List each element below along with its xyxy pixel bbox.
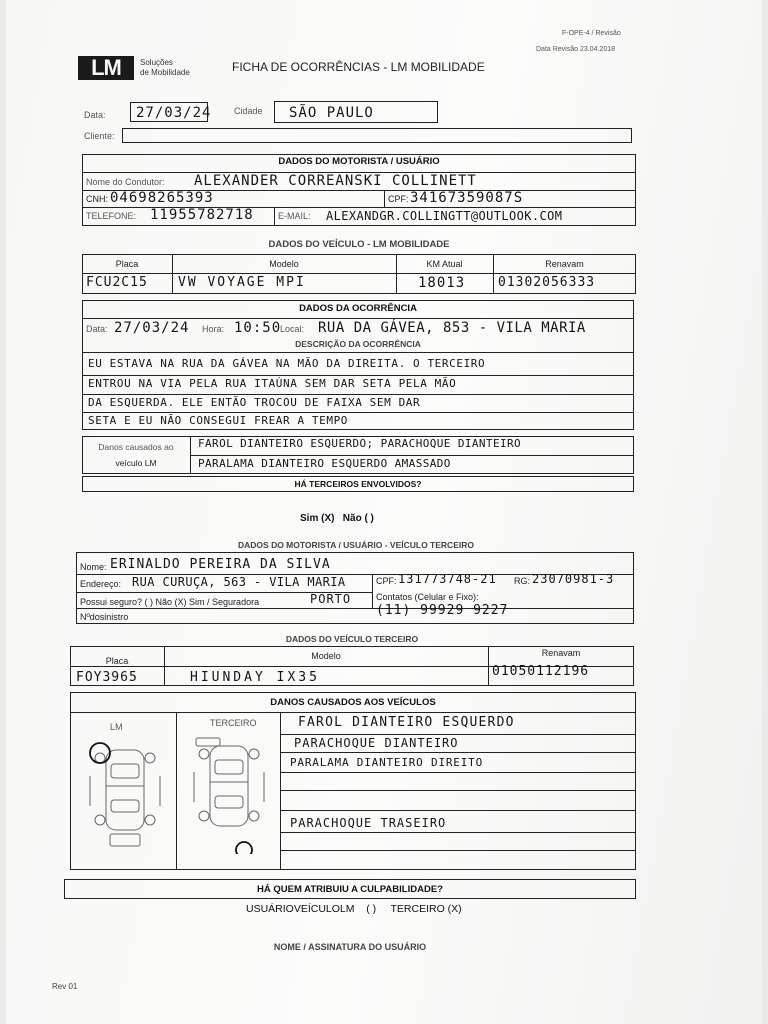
lm-damage-label-2: veículo LM <box>115 458 157 468</box>
email-label: E-MAIL: <box>278 211 311 221</box>
logo-text: LM <box>91 55 121 80</box>
divider <box>372 574 373 608</box>
cpf-label: CPF: <box>388 194 409 204</box>
divider <box>176 712 177 870</box>
client-label: Cliente: <box>84 131 115 141</box>
divider <box>280 832 636 833</box>
city-label: Cidade <box>234 106 263 116</box>
divider <box>82 352 634 353</box>
company-logo <box>78 56 134 80</box>
divider <box>280 810 636 811</box>
third-vehicle-section-title: DADOS DO VEÍCULO TERCEIRO <box>285 634 419 644</box>
description-line[interactable]: ENTROU NA VIA PELA RUA ITAÚNA SEM DAR SETA PELA MÃO <box>88 377 457 390</box>
occ-date-label: Data: <box>86 324 108 334</box>
divider <box>82 375 634 376</box>
third-party-answer[interactable]: Sim (X) Não ( ) <box>300 513 374 524</box>
occ-place-label: Local: <box>280 324 305 334</box>
third-party-question: HÁ TERCEIROS ENVOLVIDOS? <box>294 479 422 489</box>
contacts-label: Contatos (Celular e Fixo): <box>376 592 479 602</box>
phone-label: TELEFONE: <box>86 211 137 221</box>
damage-line[interactable]: FAROL DIANTEIRO ESQUERDO <box>298 715 515 730</box>
revision-number: Rev 01 <box>52 982 78 991</box>
occ-place-value[interactable]: RUA DA GÁVEA, 853 - VILA MARIA <box>318 320 586 336</box>
lm-damage-label-1: Danos causados ao <box>98 442 174 452</box>
damage-line[interactable]: PARACHOQUE TRASEIRO <box>290 816 447 830</box>
city-value: SÃO PAULO <box>289 105 374 121</box>
phone-value[interactable]: 11955782718 <box>150 207 254 223</box>
renavam-header: Renavam <box>545 259 584 269</box>
renavam-value[interactable]: 01302056333 <box>498 275 596 290</box>
occurrence-section-title: DADOS DA OCORRÊNCIA <box>299 303 417 314</box>
third-cpf-label: CPF: <box>376 576 397 586</box>
divider <box>280 772 636 773</box>
logo-sub1: Soluções <box>140 58 173 67</box>
third-name-label: Nome: <box>80 562 107 572</box>
culpability-title: HÁ QUEM ATRIBUIU A CULPABILIDADE? <box>257 884 443 895</box>
third-rg-value[interactable]: 23070981-3 <box>532 572 615 586</box>
description-title: DESCRIÇÃO DA OCORRÊNCIA <box>295 339 421 349</box>
revision-date: Data Revisão 23.04.2018 <box>536 46 615 53</box>
claim-label: Nºdosinistro <box>80 612 129 622</box>
occ-time-label: Hora: <box>202 324 225 334</box>
third-car-diagram <box>184 736 274 854</box>
doc-code: F-OPE-4 / Revisão <box>562 30 621 37</box>
description-line[interactable]: SETA E EU NÃO CONSEGUI FREAR A TEMPO <box>88 414 349 427</box>
divider <box>280 752 636 753</box>
occ-date-value[interactable]: 27/03/24 <box>114 320 190 336</box>
model-header: Modelo <box>269 259 299 269</box>
lm-car-diagram <box>80 736 170 854</box>
divider <box>274 207 275 226</box>
date-field[interactable] <box>130 102 212 122</box>
divider <box>384 190 385 207</box>
third-driver-section-title: DADOS DO MOTORISTA / USUÁRIO - VEÍCULO TERCEIRO <box>238 540 474 550</box>
driver-name-value[interactable]: ALEXANDER CORREANSKI COLLINETT <box>194 173 477 189</box>
divider <box>76 608 634 609</box>
third-diagram-label: TERCEIRO <box>210 718 257 728</box>
signature-label: NOME / ASSINATURA DO USUÁRIO <box>273 942 427 952</box>
plate-value[interactable]: FCU2C15 <box>86 275 148 290</box>
logo-subtitle <box>140 58 190 78</box>
third-cpf-value[interactable]: 131773748-21 <box>398 572 497 586</box>
divider <box>82 412 634 413</box>
divider <box>280 850 636 851</box>
third-address-label: Endereço: <box>80 579 122 589</box>
divider <box>82 318 634 319</box>
third-rg-label: RG: <box>514 576 531 586</box>
third-renavam-header: Renavam <box>541 648 581 658</box>
lm-damage-line[interactable]: FAROL DIANTEIRO ESQUERDO; PARACHOQUE DIANTEIRO <box>198 437 522 450</box>
divider <box>82 394 634 395</box>
model-value[interactable]: VW VOYAGE MPI <box>178 275 306 290</box>
contacts-value[interactable]: (11) 99929 9227 <box>376 603 509 618</box>
plate-header: Placa <box>115 259 139 269</box>
divider <box>190 455 634 456</box>
damage-line[interactable]: PARACHOQUE DIANTEIRO <box>294 736 459 750</box>
description-line[interactable]: EU ESTAVA NA RUA DA GÁVEA NA MÃO DA DIREITA. O TERCEIRO <box>88 357 486 370</box>
date-value: 27/03/24 <box>136 105 212 121</box>
divider <box>280 734 636 735</box>
divider <box>280 790 636 791</box>
vehicle-section-title: DADOS DO VEÍCULO - LM MOBILIDADE <box>268 239 450 250</box>
city-field[interactable] <box>274 101 438 123</box>
cnh-value[interactable]: 04698265393 <box>110 190 214 206</box>
third-address-value[interactable]: RUA CURUÇA, 563 - VILA MARIA <box>132 575 346 589</box>
km-header: KM Atual <box>426 259 463 269</box>
occ-time-value[interactable]: 10:50 <box>234 320 282 336</box>
lm-damage-line[interactable]: PARALAMA DIANTEIRO ESQUERDO AMASSADO <box>198 457 451 470</box>
km-value[interactable]: 18013 <box>418 275 466 291</box>
divider <box>82 273 636 274</box>
document-page <box>6 0 762 1024</box>
date-label: Data: <box>84 110 106 120</box>
damage-line[interactable]: PARALAMA DIANTEIRO DIREITO <box>290 756 483 769</box>
driver-section-title: DADOS DO MOTORISTA / USUÁRIO <box>278 156 440 167</box>
third-plate-value[interactable]: FOY3965 <box>76 670 138 685</box>
description-line[interactable]: DA ESQUERDA. ELE ENTÃO TROCOU DE FAIXA SEM DAR <box>88 396 421 409</box>
client-field[interactable] <box>122 128 632 143</box>
logo-sub2: de Mobilidade <box>140 68 190 77</box>
divider <box>70 712 636 713</box>
cnh-label: CNH: <box>86 194 108 204</box>
lm-diagram-label: LM <box>110 722 123 732</box>
third-model-header: Modelo <box>311 651 341 661</box>
email-value[interactable]: ALEXANDGR.COLLINGTT@OUTLOOK.COM <box>326 209 563 223</box>
third-model-value[interactable]: HIUNDAY IX35 <box>190 670 320 685</box>
divider <box>280 712 281 870</box>
insurance-value[interactable]: PORTO <box>310 592 352 606</box>
culpability-answer[interactable]: USUÁRIOVEÍCULOLM ( ) TERCEIRO (X) <box>246 903 462 915</box>
third-name-value[interactable]: ERINALDO PEREIRA DA SILVA <box>110 557 331 572</box>
driver-name-label: Nome do Condutor: <box>86 177 165 187</box>
insurance-label: Possui seguro? ( ) Não (X) Sim / Seguradora <box>80 597 260 607</box>
vehicle-damages-title: DANOS CAUSADOS AOS VEÍCULOS <box>270 697 436 708</box>
third-plate-header: Placa <box>105 656 129 666</box>
damage-mark <box>236 842 252 854</box>
cpf-value[interactable]: 34167359087S <box>410 190 524 206</box>
third-renavam-value[interactable]: 01050112196 <box>492 664 590 679</box>
form-title: FICHA DE OCORRÊNCIAS - LM MOBILIDADE <box>232 60 485 74</box>
